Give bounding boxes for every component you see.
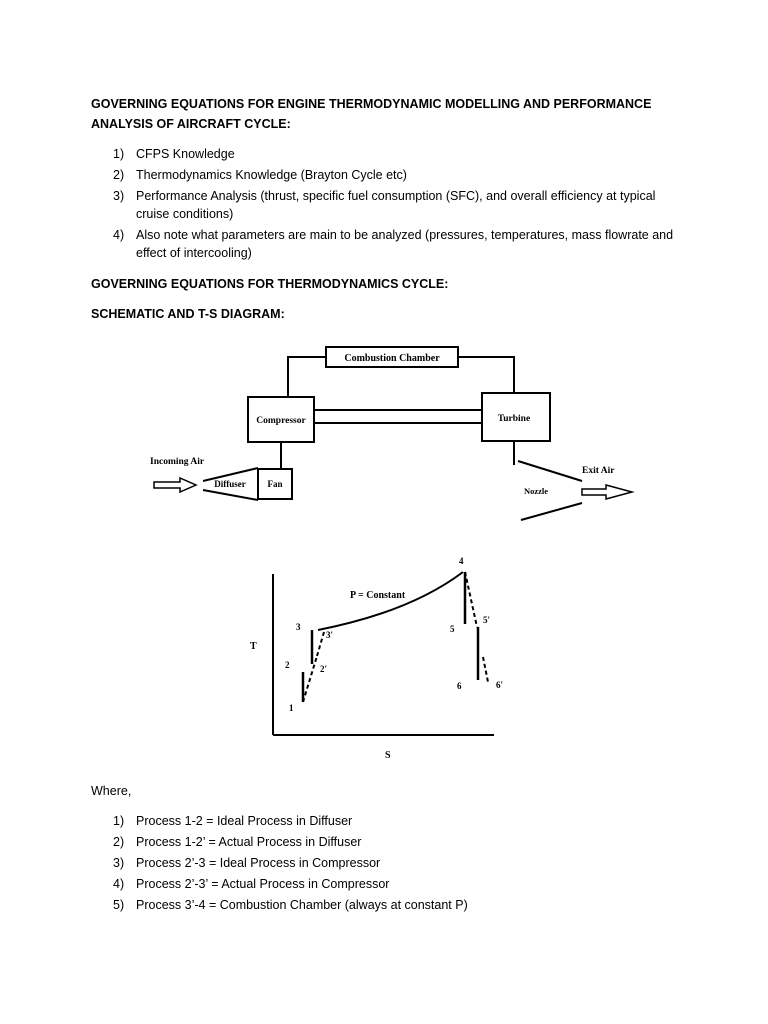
- intro-list: [91, 145, 691, 265]
- list-text: Also note what parameters are main to be analyzed (pressures, temperatures, mass flowrate and effect of intercooling): [136, 228, 674, 260]
- fan-label: Fan: [267, 479, 283, 489]
- list-item: [91, 896, 691, 914]
- constant-pressure-curve: [318, 572, 463, 630]
- point-6-prime-label: 6': [496, 680, 504, 690]
- process-5-6-actual: [483, 657, 488, 682]
- compressor-label: Compressor: [256, 416, 306, 426]
- nozzle-outline: [518, 461, 582, 481]
- list-item: [91, 812, 691, 830]
- point-2-prime-label: 2': [320, 664, 328, 674]
- exit-air-label: Exit Air: [582, 466, 615, 476]
- process-1-2-actual: [303, 656, 317, 702]
- list-text: Process 2’-3’ = Actual Process in Compressor: [136, 877, 390, 891]
- main-heading: GOVERNING EQUATIONS FOR ENGINE THERMODYNAMIC MODELLING AND PERFORMANCE ANALYSIS OF AIRCRAFT CYCLE:: [91, 97, 652, 131]
- point-4-label: 4: [459, 556, 464, 566]
- list-item: [91, 833, 691, 851]
- list-number: 2): [113, 168, 125, 182]
- s-axis-label: S: [385, 750, 391, 761]
- incoming-air-label: Incoming Air: [150, 457, 205, 467]
- list-item: [91, 854, 691, 872]
- point-5-label: 5: [450, 624, 455, 634]
- exit-air-arrow: [582, 485, 632, 499]
- list-text: Process 1-2’ = Actual Process in Diffuser: [136, 835, 362, 849]
- point-2-label: 2: [285, 660, 290, 670]
- list-item: [91, 166, 691, 184]
- where-label: Where,: [91, 784, 132, 798]
- turbine-label: Turbine: [497, 414, 531, 424]
- ts-diagram: [240, 552, 510, 767]
- nozzle-label: Nozzle: [524, 486, 549, 496]
- list-number: 4): [113, 228, 125, 242]
- list-text: Process 2’-3 = Ideal Process in Compressor: [136, 856, 381, 870]
- t-axis-label: T: [250, 641, 257, 652]
- list-text: Process 3’-4 = Combustion Chamber (always at constant P): [136, 898, 468, 912]
- process-2-3-actual: [317, 632, 324, 656]
- process-list: [91, 812, 691, 917]
- schematic-heading: SCHEMATIC AND T-S DIAGRAM:: [91, 307, 285, 321]
- list-text: Thermodynamics Knowledge (Brayton Cycle etc): [136, 168, 407, 182]
- point-3-label: 3: [296, 622, 301, 632]
- constant-pressure-label: P = Constant: [350, 590, 406, 601]
- point-3-prime-label: 3': [326, 630, 334, 640]
- list-number: 4): [113, 877, 125, 891]
- incoming-air-arrow: [154, 478, 196, 492]
- list-number: 2): [113, 835, 125, 849]
- list-number: 3): [113, 856, 125, 870]
- combustion-chamber-label: Combustion Chamber: [344, 353, 440, 364]
- list-item: [91, 187, 691, 223]
- list-text: CFPS Knowledge: [136, 147, 235, 161]
- list-item: [91, 226, 691, 262]
- list-number: 1): [113, 814, 125, 828]
- list-text: Process 1-2 = Ideal Process in Diffuser: [136, 814, 353, 828]
- diffuser-label: Diffuser: [214, 479, 246, 489]
- cycle-heading: GOVERNING EQUATIONS FOR THERMODYNAMICS CYCLE:: [91, 277, 449, 291]
- process-4-5-actual: [465, 572, 477, 627]
- point-1-label: 1: [289, 703, 294, 713]
- list-number: 1): [113, 147, 125, 161]
- engine-schematic: [136, 335, 636, 540]
- list-number: 5): [113, 898, 125, 912]
- list-item: [91, 875, 691, 893]
- point-5-prime-label: 5': [483, 615, 491, 625]
- list-number: 3): [113, 189, 125, 203]
- list-text: Performance Analysis (thrust, specific fuel consumption (SFC), and overall efficiency at typical cruise conditions): [136, 189, 656, 221]
- list-item: [91, 145, 691, 163]
- point-6-label: 6: [457, 681, 462, 691]
